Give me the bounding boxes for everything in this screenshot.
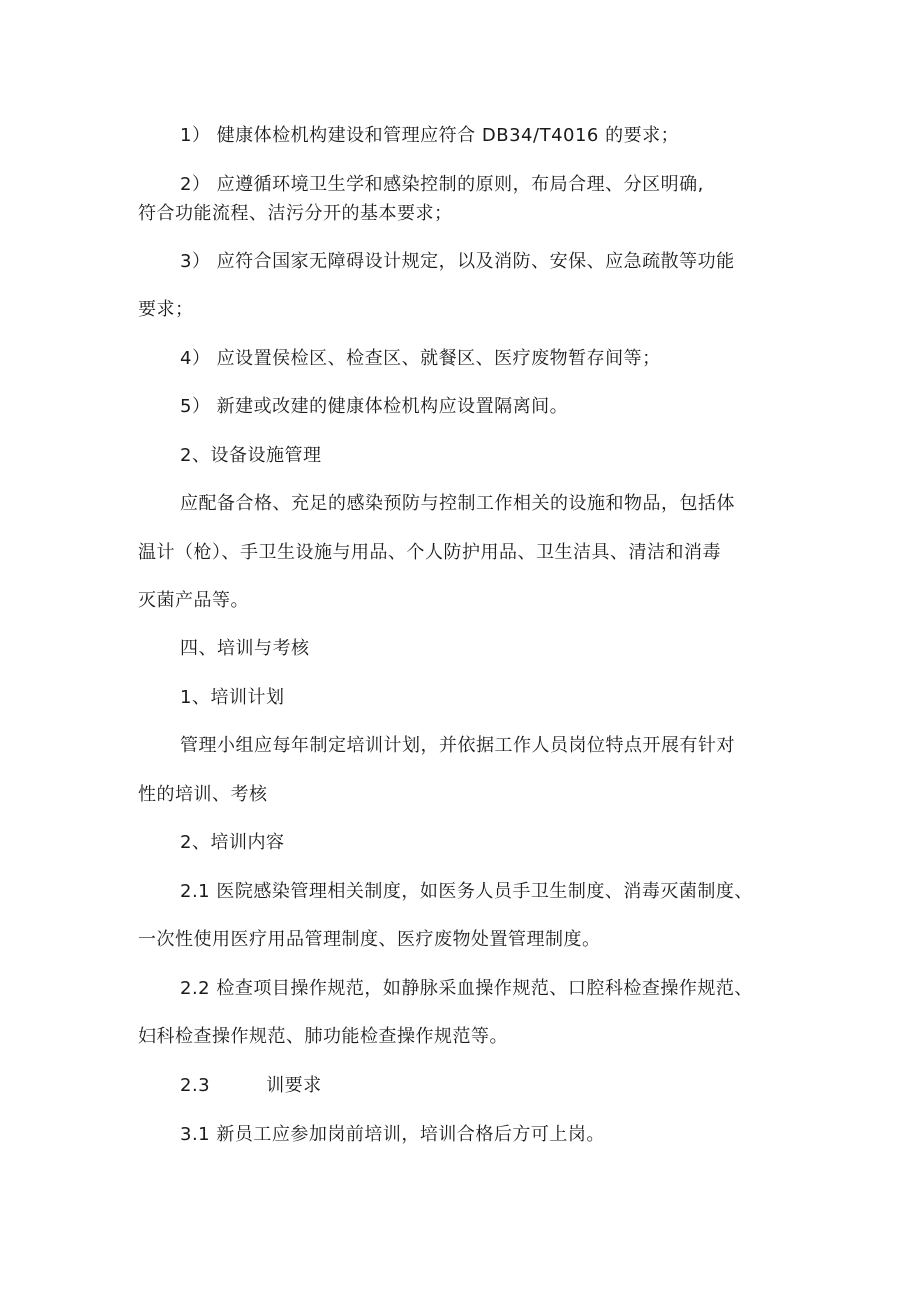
item-3-cont: 要求； bbox=[138, 299, 194, 320]
item-2-2: 2.2 检查项目操作规范，如静脉采血操作规范、口腔科检查操作规范、 bbox=[180, 978, 753, 999]
item-2: 2） 应遵循环境卫生学和感染控制的原则，布局合理、分区明确, bbox=[180, 174, 704, 195]
item-2-3-text: 训要求 bbox=[266, 1075, 322, 1096]
item-4: 4） 应设置侯检区、检查区、就餐区、医疗废物暂存间等； bbox=[180, 348, 661, 369]
section-heading-training-plan: 1、培训计划 bbox=[180, 687, 285, 708]
item-2-1: 2.1 医院感染管理相关制度，如医务人员手卫生制度、消毒灭菌制度、 bbox=[180, 881, 753, 902]
item-3: 3） 应符合国家无障碍设计规定，以及消防、安保、应急疏散等功能 bbox=[180, 251, 735, 272]
paragraph-equipment-cont-1: 温计（枪）、手卫生设施与用品、个人防护用品、卫生洁具、清洁和消毒 bbox=[138, 542, 721, 563]
item-2-2-cont: 妇科检查操作规范、肺功能检查操作规范等。 bbox=[138, 1026, 508, 1047]
item-2-1-cont: 一次性使用医疗用品管理制度、医疗废物处置管理制度。 bbox=[138, 929, 601, 950]
paragraph-equipment: 应配备合格、充足的感染预防与控制工作相关的设施和物品，包括体 bbox=[180, 493, 735, 514]
item-2-3 bbox=[180, 1074, 322, 1098]
section-heading-training-content: 2、培训内容 bbox=[180, 832, 285, 853]
chapter-heading-training: 四、培训与考核 bbox=[180, 638, 310, 659]
paragraph-equipment-cont-2: 灭菌产品等。 bbox=[138, 590, 249, 611]
item-1: 1） 健康体检机构建设和管理应符合 DB34/T4016 的要求； bbox=[180, 125, 680, 146]
section-heading-equipment: 2、设备设施管理 bbox=[180, 445, 322, 466]
paragraph-training-plan-cont: 性的培训、考核 bbox=[138, 784, 268, 805]
item-5: 5） 新建或改建的健康体检机构应设置隔离间。 bbox=[180, 396, 569, 417]
paragraph-training-plan: 管理小组应每年制定培训计划，并依据工作人员岗位特点开展有针对 bbox=[180, 735, 735, 756]
item-2-3-number: 2.3 bbox=[180, 1075, 211, 1096]
item-2-cont: 符合功能流程、洁污分开的基本要求； bbox=[138, 203, 453, 224]
item-3-1: 3.1 新员工应参加岗前培训，培训合格后方可上岗。 bbox=[180, 1124, 605, 1145]
